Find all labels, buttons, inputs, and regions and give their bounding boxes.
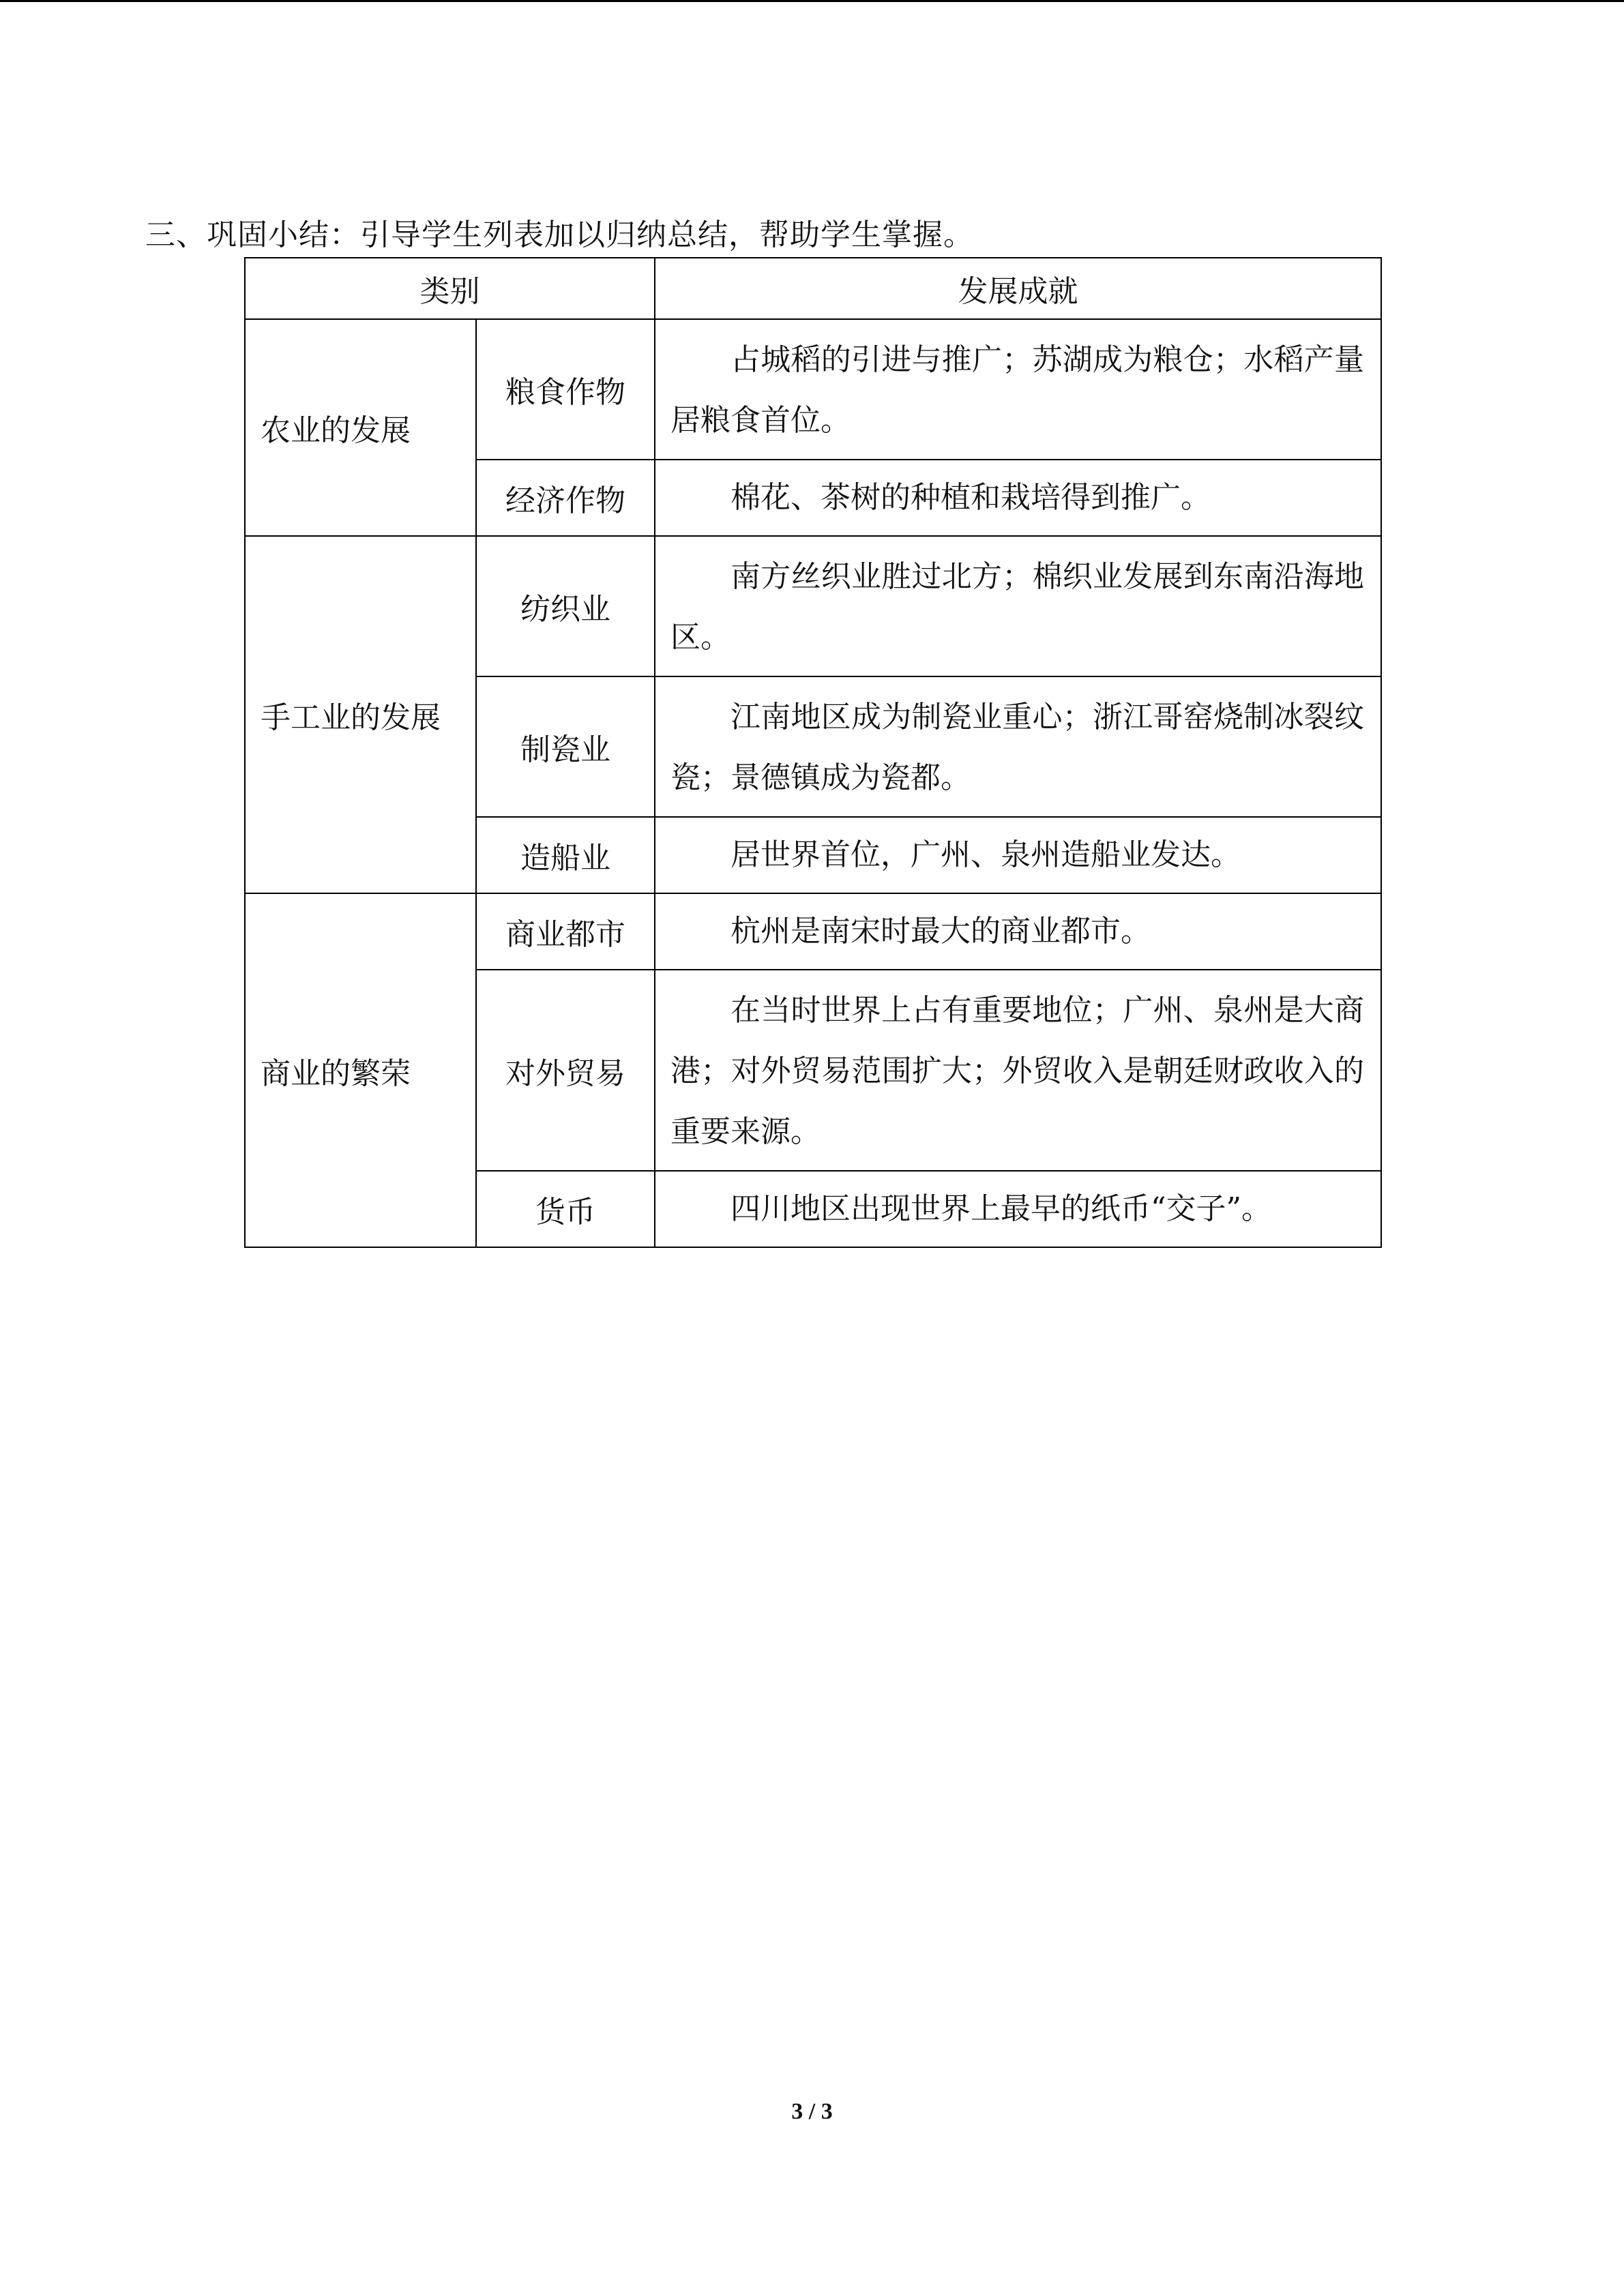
subcategory-cell: 纺织业 [476, 536, 655, 676]
achievement-cell: 南方丝织业胜过北方；棉织业发展到东南沿海地区。 [655, 536, 1381, 676]
table-header-row [245, 258, 1381, 319]
achievement-cell: 在当时世界上占有重要地位；广州、泉州是大商港；对外贸易范围扩大；外贸收入是朝廷财政收入的重要来源。 [655, 970, 1381, 1171]
table-row [245, 536, 1381, 676]
subcategory-cell: 经济作物 [476, 460, 655, 536]
page-number: 3 / 3 [791, 2099, 833, 2124]
achievement-cell: 居世界首位，广州、泉州造船业发达。 [655, 817, 1381, 893]
category-cell: 商业的繁荣 [245, 893, 476, 1247]
subcategory-cell: 商业都市 [476, 893, 655, 970]
subcategory-cell: 制瓷业 [476, 676, 655, 817]
subcategory-cell: 造船业 [476, 817, 655, 893]
subcategory-cell: 粮食作物 [476, 319, 655, 460]
category-cell: 农业的发展 [245, 319, 476, 536]
achievement-cell: 棉花、茶树的种植和栽培得到推广。 [655, 460, 1381, 536]
page-top-border [0, 0, 1624, 2]
achievement-cell: 四川地区出现世界上最早的纸币“交子”。 [655, 1171, 1381, 1247]
header-achievement: 发展成就 [655, 258, 1381, 319]
achievement-cell: 杭州是南宋时最大的商业都市。 [655, 893, 1381, 970]
achievement-cell: 占城稻的引进与推广；苏湖成为粮仓；水稻产量居粮食首位。 [655, 319, 1381, 460]
section-heading: 三、巩固小结：引导学生列表加以归纳总结，帮助学生掌握。 [145, 218, 974, 252]
achievement-cell: 江南地区成为制瓷业重心；浙江哥窑烧制冰裂纹瓷；景德镇成为瓷都。 [655, 676, 1381, 817]
header-category: 类别 [245, 258, 655, 319]
subcategory-cell: 货币 [476, 1171, 655, 1247]
subcategory-cell: 对外贸易 [476, 970, 655, 1171]
table-row [245, 893, 1381, 970]
table-row [245, 319, 1381, 460]
summary-table [244, 257, 1382, 1248]
category-cell: 手工业的发展 [245, 536, 476, 893]
